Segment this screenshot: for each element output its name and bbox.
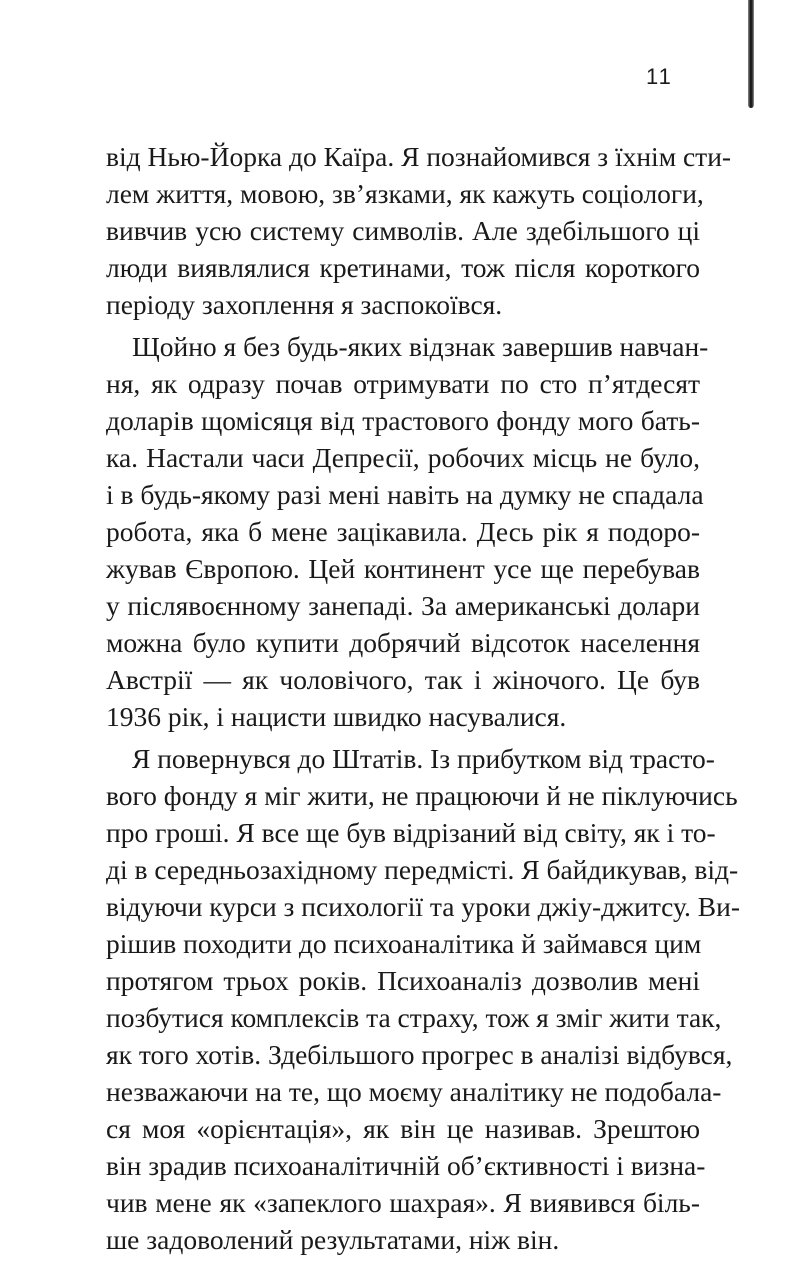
- paragraph: [106, 138, 732, 323]
- text-line: робота, яка б мене зацікавила. Десь рік я подоро-: [106, 516, 700, 547]
- text-line: у післявоєнному занепаді. За американські долари: [106, 590, 700, 621]
- body-text: [106, 138, 740, 1263]
- text-line: 1936 рік, і нацисти швидко насувалися.: [106, 701, 567, 732]
- text-line: Я повернувся до Штатів. Із прибутком від трасто-: [132, 743, 715, 774]
- text-line: Щойно я без будь-яких відзнак завершив навчан-: [132, 331, 709, 362]
- text-line: жував Європою. Цей континент усе ще перебував: [106, 553, 700, 584]
- text-line: позбутися комплексів та страху, тож я зміг жити так,: [106, 1002, 722, 1033]
- text-line: доларів щомісяця від трастового фонду мого бать-: [106, 405, 700, 436]
- text-line: незважаючи на те, що моєму аналітику не подобала-: [106, 1076, 722, 1107]
- text-line: і в будь-якому разі мені навіть на думку не спадала: [106, 479, 704, 510]
- text-line: вивчив усю систему символів. Але здебільшого ці: [106, 215, 700, 246]
- text-line: від Нью-Йорка до Каїра. Я познайомився з їхнім сти-: [106, 141, 732, 172]
- text-line: він зрадив психоаналітичній об’єктивності і визна-: [106, 1150, 706, 1181]
- text-line: відуючи курси з психології та уроки джіу-джитсу. Ви-: [106, 891, 740, 922]
- text-line: Австрії — як чоловічого, так і жіночого. Це був: [106, 664, 700, 695]
- text-line: періоду захоплення я заспокоївся.: [106, 289, 503, 320]
- text-line: рішив походити до психоаналітика й займався цим: [106, 928, 702, 959]
- text-line: протягом трьох років. Психоаналіз дозволив мені: [106, 965, 700, 996]
- text-line: як того хотів. Здебільшого прогрес в аналізі відбувся,: [106, 1039, 733, 1070]
- text-line: ка. Настали часи Депресії, робочих місць не було,: [106, 442, 700, 473]
- text-line: ше задоволений результатами, ніж він.: [106, 1224, 560, 1255]
- page-edge-shadow: [748, 0, 754, 108]
- paragraph: [106, 740, 740, 1258]
- text-line: чив мене як «запеклого шахрая». Я виявився біль-: [106, 1187, 700, 1218]
- text-line: ді в середньозахідному передмісті. Я байдикував, від-: [106, 854, 739, 885]
- paragraph: [106, 328, 709, 735]
- page-number: 11: [646, 64, 673, 89]
- text-line: вого фонду я міг жити, не працюючи й не піклуючись: [106, 780, 738, 811]
- text-line: ся моя «орієнтація», як він це називав. Зрештою: [106, 1113, 700, 1144]
- text-line: про гроші. Я все ще був відрізаний від світу, як і то-: [106, 817, 716, 848]
- text-line: люди виявлялися кретинами, тож після короткого: [106, 252, 700, 283]
- text-line: ня, як одразу почав отримувати по сто п’ятдесят: [106, 368, 700, 399]
- text-line: лем життя, мовою, зв’язками, як кажуть соціологи,: [106, 178, 704, 209]
- text-line: можна було купити добрячий відсоток населення: [106, 627, 700, 658]
